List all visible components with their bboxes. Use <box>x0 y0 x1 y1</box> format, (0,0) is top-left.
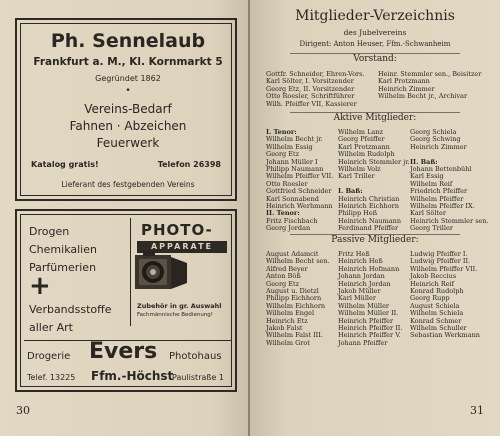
voice-group-label: I. Baß: <box>338 187 363 196</box>
member-name: Sebastian Werkmann <box>410 331 480 340</box>
member-name: Wilhelm Müller II. <box>338 309 399 318</box>
item-drogen: Drogen <box>29 225 70 238</box>
street-text: Paulistraße 1 <box>172 373 224 382</box>
member-name: Georg Etz, II. Vorsitzender <box>266 84 355 93</box>
member-name: Wilhelm Engel <box>266 309 315 318</box>
member-name: Georg Schiela <box>410 128 457 136</box>
passive-column-1 <box>266 251 330 347</box>
member-name: Heinrich Pfeiffer V. <box>338 331 401 340</box>
member-name: Gottfr. Schneider, Ehren-Vors. <box>266 70 365 78</box>
member-name: Jakob Müller <box>338 286 381 295</box>
plus-sign: + <box>29 271 51 301</box>
member-name: Georg Jordan <box>266 224 311 233</box>
passive-column-2 <box>338 251 402 347</box>
member-name: Karl Protzmann <box>338 142 390 151</box>
member-name: Johann Müller I <box>266 157 318 166</box>
member-name: Johann Jordan <box>338 272 385 281</box>
ad-line-fahnen: Fahnen · Abzeichen <box>69 119 187 133</box>
member-name: Johann Pfeiffer <box>338 338 388 347</box>
member-name: Karl Essig <box>410 172 444 181</box>
member-name: Heinrich Zimmer <box>410 142 467 151</box>
page-number-left: 30 <box>16 404 30 417</box>
member-name: Wilhelm Falst III. <box>266 331 323 340</box>
member-name: August u. Dietzl <box>266 286 319 295</box>
member-name: Heinr. Stemmler sen., Beisitzer <box>378 70 482 78</box>
member-name: Johann Bettenbühl <box>410 164 472 173</box>
evers-drogerie-advertisement <box>15 209 237 392</box>
member-name: Gottfried Schneider <box>266 187 332 196</box>
phone-text: Telefon 26398 <box>157 160 221 169</box>
photohaus-text: Photohaus <box>169 351 222 362</box>
member-name: Heinrich Hofmann <box>338 264 400 273</box>
city-text: Ffm.-Höchst <box>91 369 174 383</box>
page-number-right: 31 <box>470 404 484 417</box>
member-name: Heinrich Pfeiffer <box>338 316 394 325</box>
member-name: Wilhelm Rudolph <box>338 150 395 159</box>
photo-heading: PHOTO- <box>141 221 213 239</box>
member-name: Heinrich Heß <box>338 257 383 266</box>
member-name: Karl Sölter <box>410 209 446 218</box>
member-name: Wilhelm Pfeiffer VII. <box>410 264 478 273</box>
vorstand-left-list <box>266 71 365 108</box>
member-name: Karl Müller <box>338 294 376 303</box>
page-title: Mitglieder-Verzeichnis <box>295 8 455 24</box>
member-name: Heinrich Etz <box>266 316 308 325</box>
catalog-text: Katalog gratis! <box>31 160 99 169</box>
item-verbandsstoffe: Verbandsstoffe <box>29 303 112 316</box>
right-page <box>250 0 500 436</box>
member-name: Wilhelm Grot <box>266 338 310 347</box>
member-name: Heinrich Stemmler sen. <box>410 216 489 225</box>
member-name: Wilhelm Essig <box>266 142 313 151</box>
member-name: Jakob Reccius <box>410 272 457 281</box>
member-name: Wilhelm Reif <box>410 179 453 188</box>
member-name: Ferdinand Pfeiffer <box>338 224 399 233</box>
member-name: Heinrich Stemmler jr. <box>338 157 410 166</box>
member-name: Philipp Eichhorn <box>266 294 322 303</box>
member-name: Philipp Heß <box>338 209 378 218</box>
member-name: Karl Sölter, I. Vorsitzender <box>266 77 354 86</box>
member-name: Otto Roesler <box>266 179 308 188</box>
member-name: Georg Etz <box>266 150 300 159</box>
aktive-column-3 <box>410 129 489 232</box>
bullet-separator: • <box>125 86 131 96</box>
member-name: Ludwig Pfeiffer I. <box>410 250 468 258</box>
member-name: Konrad Schmer <box>410 316 462 325</box>
member-name: Wilhelm Lanz <box>338 128 383 136</box>
item-chemikalien: Chemikalien <box>29 243 97 256</box>
passive-heading: Passive Mitglieder: <box>331 235 419 245</box>
company-name: Ph. Sennelaub <box>50 30 206 52</box>
member-name: Fritz Heß <box>338 250 370 258</box>
telefon-text: Telef. 13225 <box>27 373 76 382</box>
bedienung-text: Fachmännische Bedienung! <box>137 312 213 318</box>
member-name: Wilhelm Becht jr., Archivar <box>378 92 468 101</box>
sennelaub-advertisement <box>15 18 237 201</box>
item-parfuemerien: Parfümerien <box>29 261 97 274</box>
member-name: Karl Sonnabend <box>266 194 319 203</box>
apparate-text: APPARATE <box>150 242 214 251</box>
member-name: Philipp Naumann <box>266 164 324 173</box>
ad-line-feuerwerk: Feuerwerk <box>96 136 160 150</box>
member-name: Heinrich Naumann <box>338 216 402 225</box>
member-name: Wilhelm Müller <box>338 301 390 310</box>
member-name: Otto Roesler, Schriftführer <box>266 92 355 101</box>
zubehoer-text: Zubehör in gr. Auswahl <box>137 302 222 310</box>
member-name: August Adamcit <box>266 250 319 258</box>
member-name: Karl Triller <box>338 172 375 181</box>
member-name: August Schiela <box>410 301 460 310</box>
aktive-heading: Aktive Mitglieder: <box>333 113 417 123</box>
aktive-column-2 <box>338 129 410 232</box>
page-subtitle: des Jubelvereins <box>343 28 407 37</box>
voice-group-label: II. Tenor: <box>266 209 300 218</box>
vorstand-heading: Vorstand: <box>353 54 397 64</box>
voice-group-label: I. Tenor: <box>266 128 297 136</box>
company-address: Frankfurt a. M., Kl. Kornmarkt 5 <box>33 56 223 68</box>
founded-year: Gegründet 1862 <box>95 74 161 83</box>
member-name: Karl Protzmann <box>378 77 430 86</box>
member-name: Georg Triller <box>410 224 453 233</box>
member-name: Ludwig Pfeiffer II. <box>410 257 471 266</box>
member-name: Fritz Fischbach <box>266 216 318 225</box>
member-name: Wilh. Pfeiffer VII, Kassierer <box>266 99 357 108</box>
camera-icon <box>129 249 189 297</box>
member-name: Wilhelm Pfeiffer VII. <box>266 172 334 181</box>
member-name: Heinrich Zimmer <box>378 84 435 93</box>
member-name: Heinrich Pfeiffer II. <box>338 323 403 332</box>
member-name: Georg Rupp <box>410 294 450 303</box>
member-name: Wilhelm Becht jr. <box>266 135 323 144</box>
member-name: Konrad Rudolph <box>410 286 464 295</box>
supplier-text: Lieferant des festgebenden Vereins <box>61 180 195 189</box>
dirigent-line: Dirigent: Anton Heuser, Ffm.-Schwanheim <box>299 40 451 48</box>
member-name: Heinrich Reif <box>410 279 455 288</box>
evers-brand: Evers <box>89 339 158 364</box>
member-name: Heinrich Christian <box>338 194 400 203</box>
vorstand-right-list <box>378 71 481 101</box>
member-name: Georg Schwing <box>410 135 461 144</box>
member-name: Wilhelm Schuller <box>410 323 467 332</box>
member-name: Jakob Falst <box>266 323 303 332</box>
member-name: Wilhelm Schiela <box>410 309 464 318</box>
member-name: Wilhelm Pfeiffer IX. <box>410 201 475 210</box>
member-name: Wilhelm Pfeiffer <box>410 194 464 203</box>
drogerie-text: Drogerie <box>27 351 71 362</box>
passive-column-3 <box>410 251 480 340</box>
member-name: Anton Böß <box>266 272 301 281</box>
member-name: Wilhelm Becht sen. <box>266 257 330 266</box>
member-name: Friedrich Pfeiffer <box>410 187 468 196</box>
member-name: Heinrich Werhmann <box>266 201 333 210</box>
aktive-column-1 <box>266 129 333 232</box>
member-name: Heinrich Jordan <box>338 279 391 288</box>
ad-line-vereinsbedarf: Vereins-Bedarf <box>84 102 172 116</box>
item-aller-art: aller Art <box>29 321 73 334</box>
member-name: Georg Etz <box>266 279 300 288</box>
member-name: Wilhelm Eichhorn <box>266 301 326 310</box>
member-name: Wilhelm Volz <box>338 164 381 173</box>
member-name: Alfred Beyer <box>266 264 308 273</box>
voice-group-label: II. Baß: <box>410 157 438 166</box>
member-name: Georg Pfeiffer <box>338 135 385 144</box>
member-name: Heinrich Eichhorn <box>338 201 399 210</box>
